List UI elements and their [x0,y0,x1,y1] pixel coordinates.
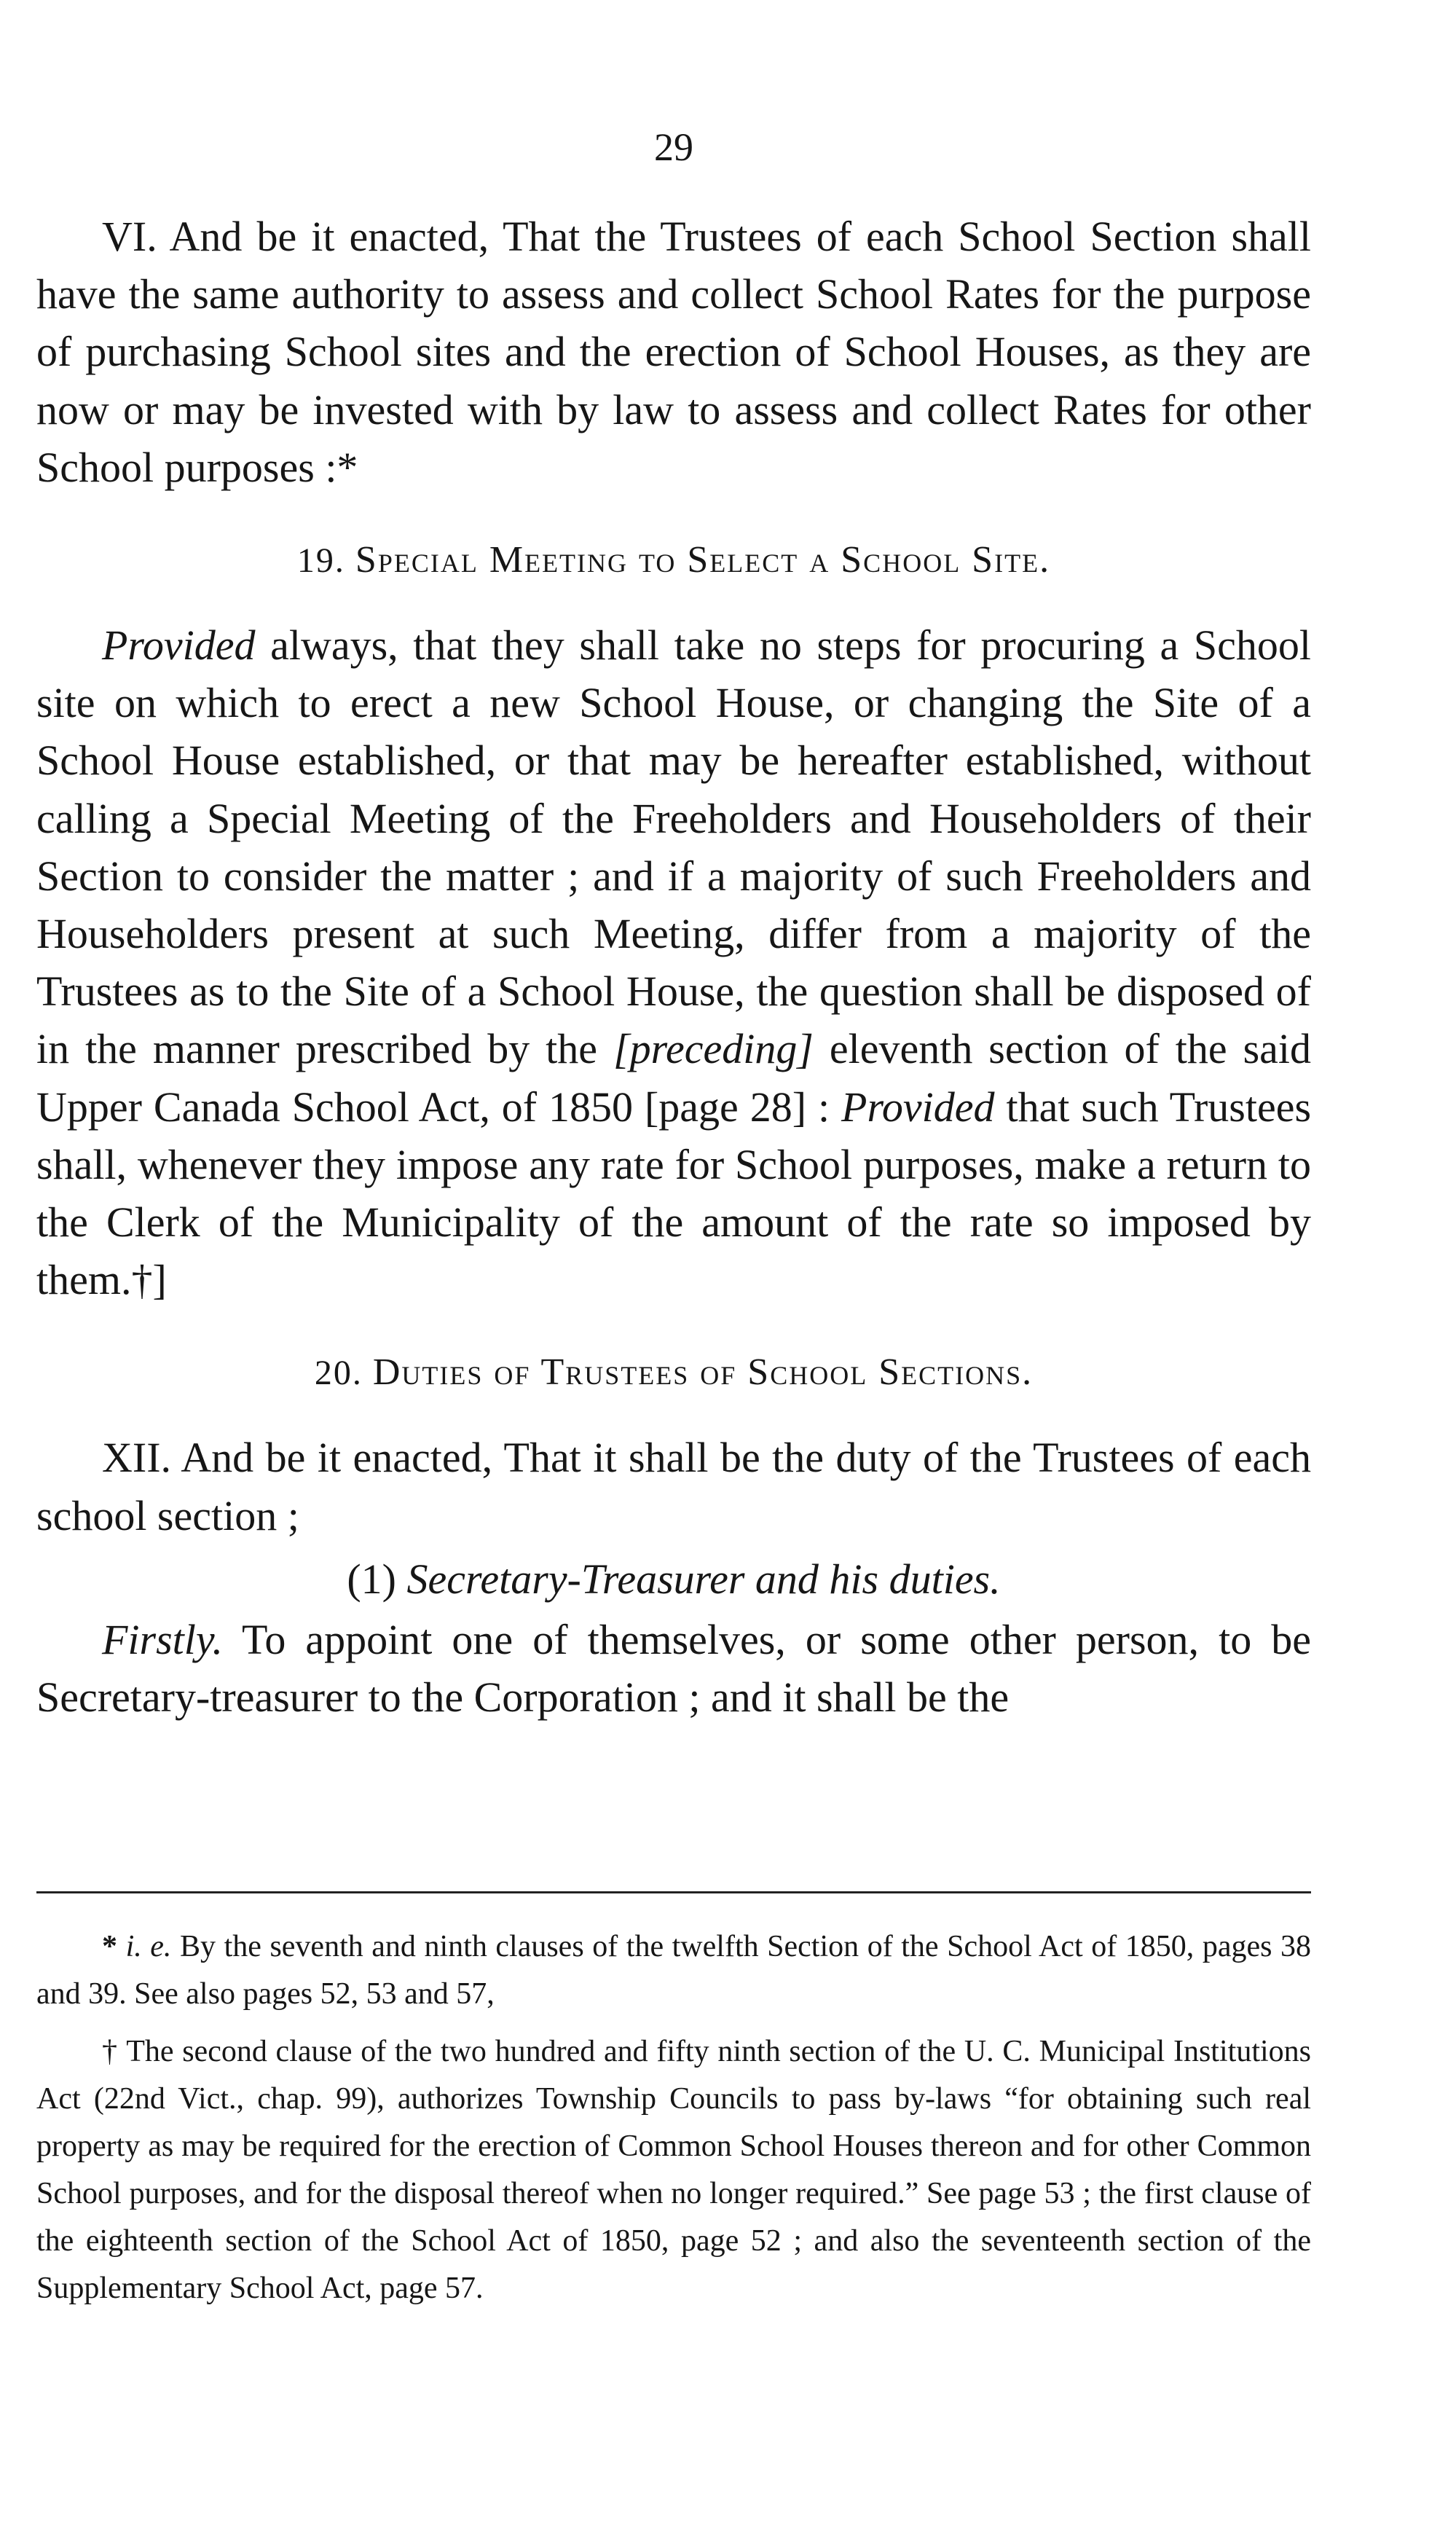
sub-heading-number: (1) [347,1555,396,1603]
footnote-2-mark: † [102,2035,119,2068]
heading-special-meeting [36,531,1311,590]
section-vi-paragraph [36,208,1311,496]
footnote-divider [36,1891,1311,1893]
sub-heading-title: Secretary-Treasurer and his duties. [406,1555,1001,1603]
provided-paragraph [36,616,1311,1308]
provided-lead: Provided [102,621,256,670]
sub-heading-secretary-treasurer [36,1550,1311,1608]
heading-20-title: Duties of Trustees of School Sections. [372,1351,1034,1394]
section-xii-label: XII. [102,1434,172,1482]
heading-20-number: 20. [314,1354,363,1393]
heading-duties-trustees [36,1343,1311,1402]
body-text [36,208,1311,1726]
provided-bracket: [preceding] [613,1025,814,1073]
page-number: 29 [654,125,693,169]
heading-19-title: Special Meeting to Select a School Site. [355,539,1051,581]
firstly-lead: Firstly. [102,1616,223,1664]
footnotes [36,1923,1311,2312]
footnote-2-text: The second clause of the two hundred and fifty ninth section of the U. C. Municipal Institutions Act (22nd Vict., chap. 99), authorizes Township Councils to pass by-laws “for obtaining such real property as may be required for the erection of Common School Houses thereon and for other Common School purposes, and for the disposal thereof when no longer required.” See page 53 ; the first clause of the eighteenth section of the School Act of 1850, page 52 ; and also the seventeenth section of the Supplementary School Act, page 57. [36,2035,1312,2305]
provided-text-3: that such Trustees shall, whenever they impose any rate for School purposes, make a return to the Clerk of the Municipality of the amount of the rate so imposed by them.†] [36,1083,1312,1304]
firstly-text: To appoint one of themselves, or some other person, to be Secretary-treasurer to the Corporation ; and it shall be the [36,1616,1312,1722]
footnote-1-lead: i. e. [125,1930,172,1963]
section-xii-paragraph [36,1429,1311,1544]
heading-19-number: 19. [296,541,345,581]
footnote-1-mark: * [102,1930,117,1963]
provided-text-1: always, that they shall take no steps for procuring a School site on which to erect a new School House, or changing the Site of a School House established, or that may be hereafter established, without calling a Special Meeting of the Freeholders and Householders of their Section to consider the matter ; and if a majority of such Freeholders and Householders present at such Meeting, differ from a majority of the Trustees as to the Site of a School House, the question shall be disposed of in the manner prescribed by the [36,621,1311,1073]
document-page [36,0,1311,2528]
footnote-2 [36,2028,1311,2312]
section-vi-text: And be it enacted, That the Trustees of each School Section shall have the same authority to assess and collect School Rates for the purpose of purchasing School sites and the erection of School Houses, as they are now or may be invested with by law to assess and collect Rates for other School purposes :* [36,213,1311,491]
provided-lead-2: Provided [841,1083,995,1131]
provided-text-2: eleventh section of the said Upper Canada School Act, of 1850 [page 28] : [36,1025,1311,1131]
firstly-paragraph [36,1611,1311,1726]
footnote-1 [36,1923,1311,2018]
section-vi-label: VI. [102,213,157,260]
footnote-1-text: By the seventh and ninth clauses of the twelfth Section of the School Act of 1850, pages 38 and 39. See also pages 52, 53 and 57, [36,1930,1312,2011]
section-xii-text: And be it enacted, That it shall be the duty of the Trustees of each school section ; [36,1434,1311,1539]
